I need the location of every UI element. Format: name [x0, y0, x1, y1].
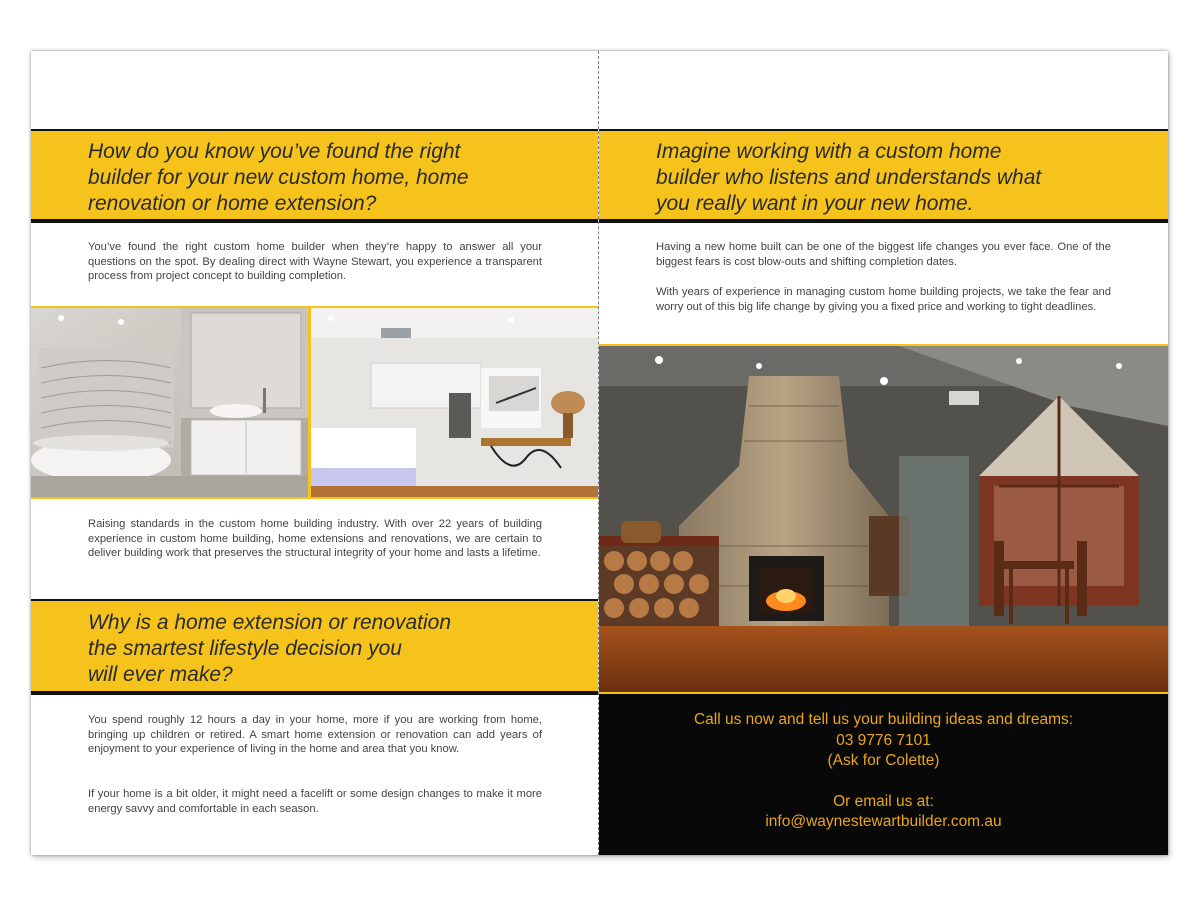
- heading-band-1: [31, 129, 598, 223]
- heading-band-3: [599, 129, 1168, 223]
- hours-paragraph: You spend roughly 12 hours a day in your home, more if you are working from home, bringing up children or retired. A smart home extension or renovation can add years of enjoyment to your experience of living in the home and area that you know.: [88, 714, 542, 756]
- standards-paragraph: Raising standards in the custom home building industry. With over 22 years of building experience in custom home building, home extensions and renovations, we are certain to deliver building work that preserves the structural integrity of your home and lasts a lifetime.: [88, 518, 542, 560]
- heading-builder-question: How do you know you’ve found the right builder for your new custom home, home renovation or home extension?: [88, 140, 469, 215]
- bathroom-photo: [31, 308, 308, 497]
- kitchen-photo: [311, 308, 598, 497]
- contact-ask-for: (Ask for Colette): [827, 752, 940, 769]
- contact-email-intro: Or email us at:: [833, 792, 934, 810]
- heading-renovation-question: Why is a home extension or renovation the smartest lifestyle decision you will ever make?: [88, 611, 452, 686]
- facelift-paragraph: If your home is a bit older, it might need a facelift or some design changes to make it more energy savvy and comfortable in each season.: [88, 788, 542, 815]
- contact-call-line: Call us now and tell us your building ideas and dreams:: [693, 711, 1074, 728]
- contact-panel: [599, 694, 1168, 855]
- intro-paragraph: You’ve found the right custom home builder when they’re happy to answer all your questions on the spot. By dealing direct with Wayne Stewart, you experience a transparent process from project concept to building completion.: [88, 241, 542, 283]
- contact-email[interactable]: info@waynestewartbuilder.com.au: [765, 813, 1002, 830]
- interior-photo-row: [31, 306, 598, 499]
- heading-band-2: [31, 599, 598, 695]
- fireplace-living-photo: [599, 344, 1168, 694]
- contact-phone[interactable]: 03 9776 7101: [836, 731, 931, 749]
- brochure-spread: [31, 51, 1168, 855]
- experience-paragraph: With years of experience in managing custom home building projects, we take the fear and worry out of this big life change by giving you a fixed price and working to tight deadlines.: [656, 286, 1111, 313]
- fears-paragraph: Having a new home built can be one of the biggest life changes you ever face. One of the biggest fears is cost blow-outs and shifting completion dates.: [656, 241, 1111, 268]
- heading-imagine: Imagine working with a custom home builder who listens and understands what you really want in your new home.: [656, 140, 1042, 215]
